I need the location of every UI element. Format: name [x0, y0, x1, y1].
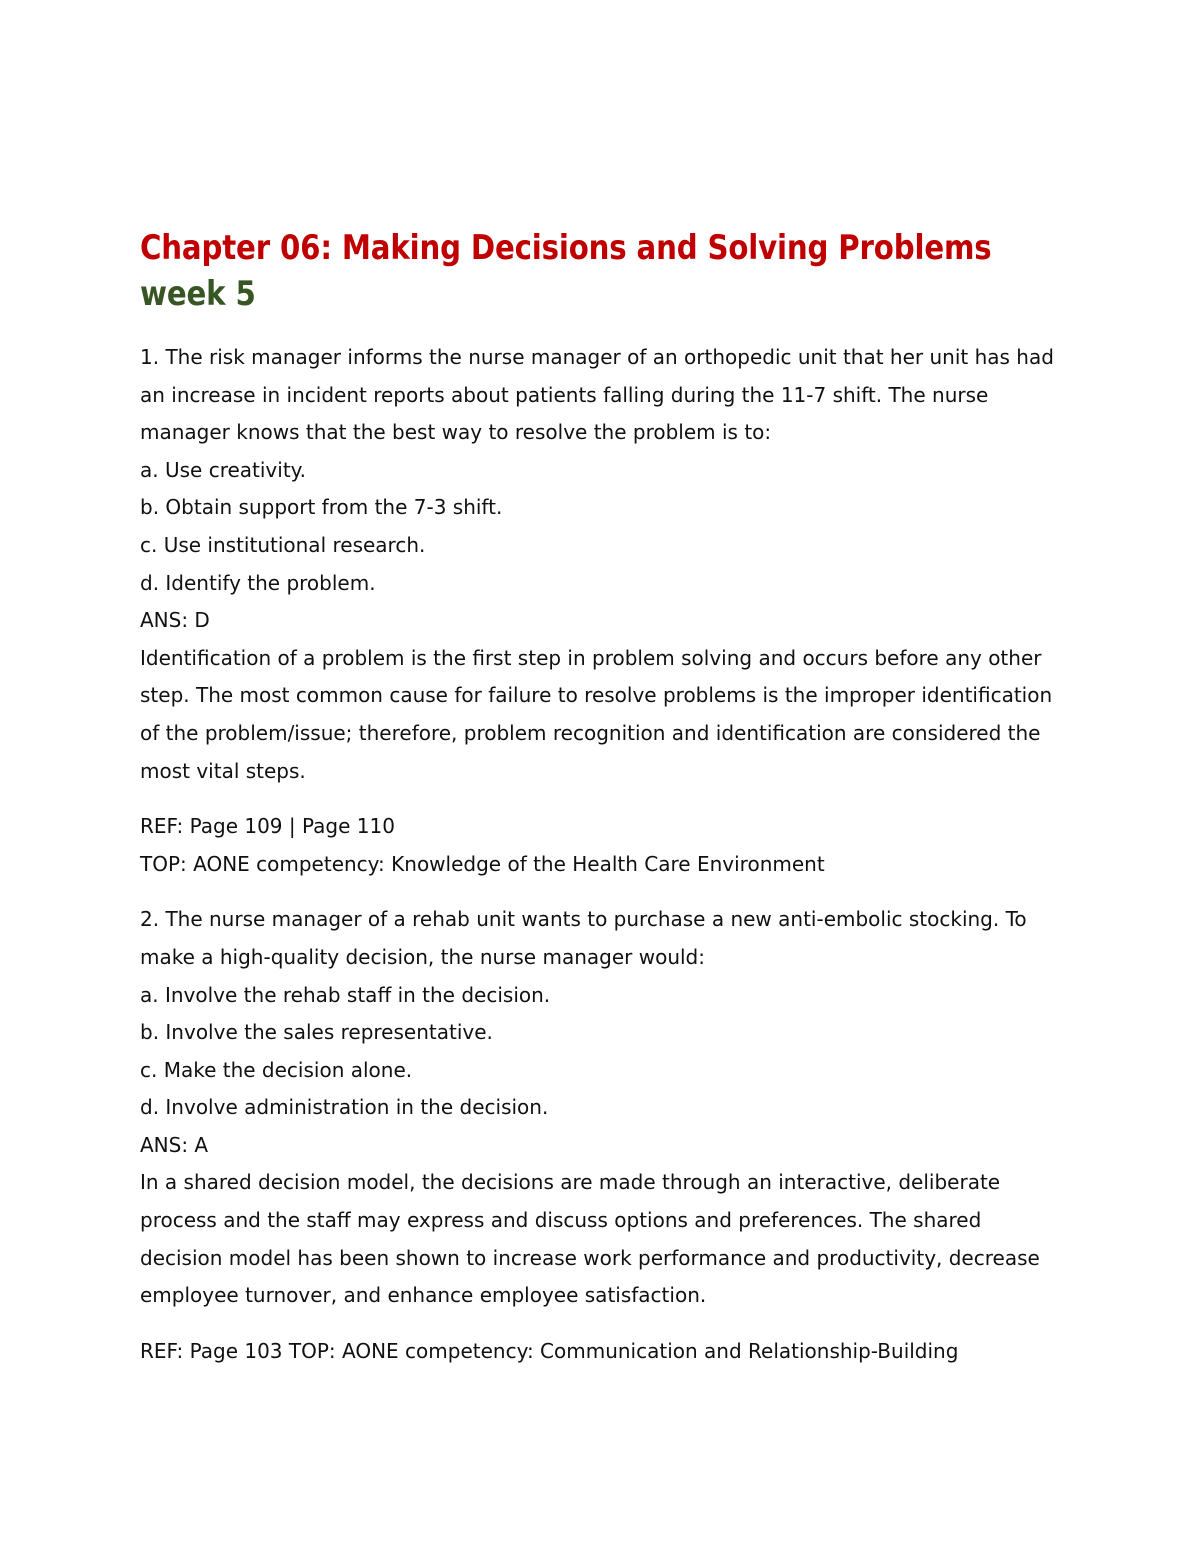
- answer-key: ANS: A: [140, 1132, 209, 1157]
- question-stem-line: manager knows that the best way to resolve the problem is to:: [140, 420, 772, 445]
- reference-line: REF: Page 109 | Page 110: [140, 814, 395, 839]
- document-title: [140, 225, 992, 317]
- answer-key: ANS: D: [140, 608, 210, 633]
- rationale-line: In a shared decision model, the decisions are made through an interactive, deliberate: [140, 1170, 1001, 1195]
- paragraph-spacer: [140, 790, 1080, 808]
- answer-option-b: b. Involve the sales representative.: [140, 1020, 493, 1045]
- week-subtitle: week 5: [140, 274, 256, 314]
- answer-option-c: c. Use institutional research.: [140, 532, 426, 557]
- document-page: [140, 225, 1080, 1370]
- answer-option-c: c. Make the decision alone.: [140, 1057, 413, 1082]
- rationale-line: employee turnover, and enhance employee satisfaction.: [140, 1283, 707, 1308]
- topic-line: TOP: AONE competency: Knowledge of the Health Care Environment: [140, 851, 825, 876]
- answer-option-d: d. Identify the problem.: [140, 570, 376, 595]
- rationale-line: Identification of a problem is the first step in problem solving and occurs before any other: [140, 645, 1042, 670]
- question-2: [140, 901, 1080, 1370]
- answer-option-a: a. Involve the rehab staff in the decision.: [140, 982, 551, 1007]
- answer-option-b: b. Obtain support from the 7-3 shift.: [140, 495, 503, 520]
- rationale-line: of the problem/issue; therefore, problem recognition and identification are considered the: [140, 720, 1041, 745]
- question-stem-line: an increase in incident reports about patients falling during the 11-7 shift. The nurse: [140, 382, 989, 407]
- chapter-title: Chapter 06: Making Decisions and Solving Problems: [140, 228, 992, 268]
- question-stem-line: 1. The risk manager informs the nurse manager of an orthopedic unit that her unit has had: [140, 345, 1054, 369]
- question-1: [140, 339, 1080, 883]
- question-stem-line: make a high-quality decision, the nurse manager would:: [140, 944, 705, 969]
- answer-option-d: d. Involve administration in the decision.: [140, 1095, 549, 1120]
- answer-option-a: a. Use creativity.: [140, 457, 307, 482]
- reference-topic-line: REF: Page 103 TOP: AONE competency: Communication and Relationship-Building: [140, 1338, 959, 1363]
- rationale-line: process and the staff may express and discuss options and preferences. The shared: [140, 1208, 982, 1233]
- question-stem-line: 2. The nurse manager of a rehab unit wants to purchase a new anti-embolic stocking. To: [140, 907, 1027, 932]
- rationale-line: decision model has been shown to increase work performance and productivity, decrease: [140, 1245, 1040, 1270]
- paragraph-spacer: [140, 1315, 1080, 1333]
- rationale-line: step. The most common cause for failure to resolve problems is the improper identification: [140, 683, 1053, 708]
- rationale-line: most vital steps.: [140, 758, 306, 783]
